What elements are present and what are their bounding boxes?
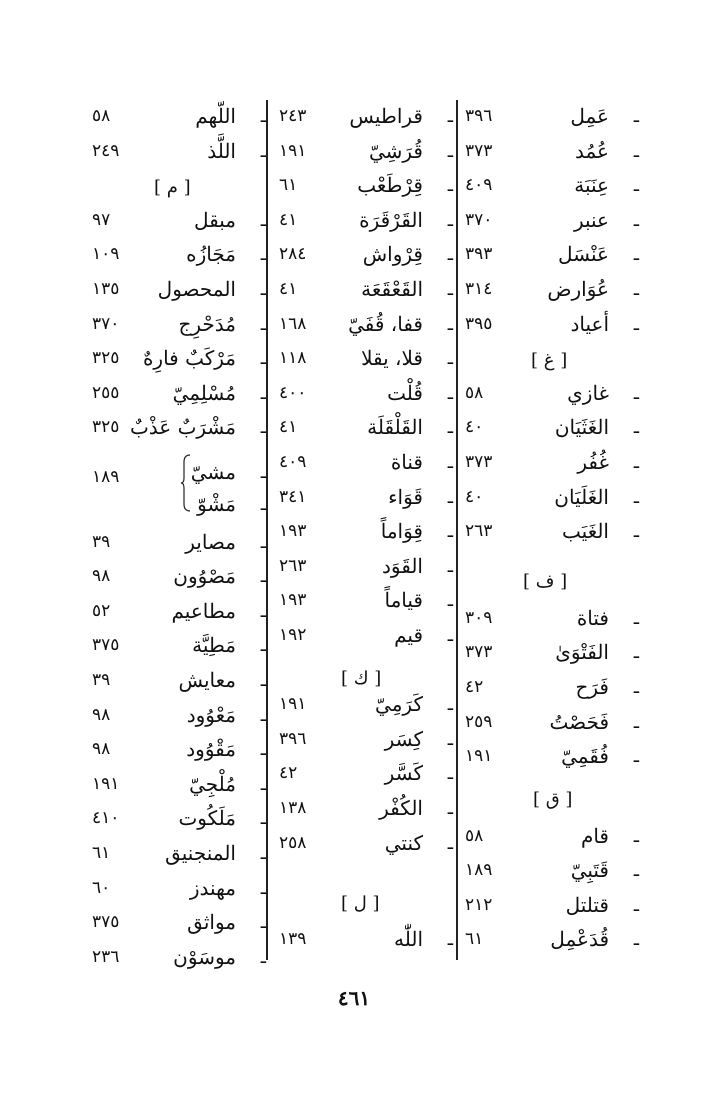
headword: قُدَعْمِل <box>550 927 609 952</box>
middle-entry <box>277 584 453 618</box>
page-ref: ١١٨ <box>279 348 307 369</box>
entry-dash: ـ <box>260 946 266 968</box>
page-ref: ١٣٨ <box>279 798 307 818</box>
entry-dash: ـ <box>447 590 453 612</box>
page-ref: ٩٧ <box>92 209 111 230</box>
left-entry <box>90 595 266 629</box>
right-entry <box>463 602 639 636</box>
page-ref: ٩٨ <box>92 704 111 725</box>
right-entry <box>463 636 639 670</box>
page-ref: ٣٩ <box>92 669 111 690</box>
headword: قُلْت <box>387 380 423 405</box>
headword: فَحَصْتُ <box>549 709 609 734</box>
right-entry <box>463 706 639 740</box>
headword: مصاير <box>185 529 236 554</box>
page-ref: ١٩١ <box>279 140 307 161</box>
headword: موسَوْن <box>173 944 236 969</box>
middle-entry <box>277 446 453 480</box>
headword: اللّهم <box>195 104 236 128</box>
right-entry <box>463 204 639 238</box>
page-ref: ١٩٢ <box>279 625 307 645</box>
left-entry <box>90 342 266 376</box>
page-ref: ٦١ <box>465 929 484 950</box>
brace-page-number: ١٨٩ <box>92 467 120 487</box>
headword: قياماً <box>384 588 423 613</box>
entry-dash: ـ <box>633 746 639 768</box>
left-entry <box>90 377 266 411</box>
page-ref: ١٠٩ <box>92 244 120 265</box>
right-entry <box>463 446 639 480</box>
headword: مَعْوُود <box>186 702 236 727</box>
entry-dash: ـ <box>447 555 453 577</box>
page-ref: ٣٧٣ <box>465 140 493 161</box>
page-ref: ٤١٠ <box>92 808 120 829</box>
left-entry <box>90 699 266 733</box>
headword: مُسْلِمِيّ <box>172 380 236 405</box>
headword: مبقل <box>193 207 236 232</box>
page-ref: ٥٢ <box>92 600 111 621</box>
entry-dash: ـ <box>447 313 453 335</box>
entry-dash: ـ <box>260 669 266 691</box>
headword: مواثق <box>187 910 236 935</box>
entry-dash: ـ <box>633 209 639 231</box>
page-ref: ٣٧٠ <box>92 313 120 334</box>
page-ref: ٦١ <box>92 842 111 863</box>
page-ref: ٥٨ <box>92 106 111 126</box>
entry-dash: ـ <box>633 711 639 733</box>
headword: غازي <box>567 380 609 405</box>
page-ref: ٣٩٣ <box>465 244 493 265</box>
left-entry <box>90 941 266 975</box>
page-ref: ١٣٩ <box>279 929 307 950</box>
grouping-brace <box>181 454 191 512</box>
page-ref: ٢٨٤ <box>279 244 307 265</box>
entry-dash: ـ <box>447 694 453 716</box>
left-entry <box>90 906 266 940</box>
page-ref: ٣٩ <box>92 531 111 552</box>
page-ref: ٤٠٩ <box>279 452 307 472</box>
page-ref: ٤٠ <box>465 486 484 507</box>
entry-dash: ـ <box>260 462 266 484</box>
headword: معايش <box>178 667 236 692</box>
left-letter-header: [ م ] <box>154 176 191 198</box>
headword: عَنْسَل <box>558 242 609 267</box>
headword: كنتي <box>384 830 423 855</box>
headword: قفا، قُفَيّ <box>348 311 423 336</box>
headword: عُمُد <box>575 138 609 163</box>
headword: غُفُر <box>577 450 609 474</box>
right-entry <box>463 854 639 888</box>
page-ref: ٦٠ <box>92 877 111 898</box>
page-ref: ١٩١ <box>279 694 307 715</box>
right-entry <box>463 238 639 272</box>
headword: قتلتل <box>565 892 609 917</box>
headword: مَصْوُون <box>173 564 236 589</box>
right-entry <box>463 377 639 411</box>
page-ref: ٤٠٠ <box>279 382 307 403</box>
headword: المحصول <box>157 277 236 301</box>
left-entry <box>90 664 266 698</box>
middle-entry <box>277 204 453 238</box>
entry-dash: ـ <box>633 825 639 847</box>
page-ref: ٤٠٩ <box>465 175 493 196</box>
entry-dash: ـ <box>260 140 266 162</box>
page-ref: ٢٤٩ <box>92 140 120 161</box>
left-entry <box>90 837 266 871</box>
middle-entry <box>277 411 453 445</box>
page-ref: ٤١ <box>279 209 298 230</box>
headword: مُلْجِيّ <box>189 771 236 796</box>
entry-dash: ـ <box>260 106 266 127</box>
middle-entry <box>277 757 453 791</box>
entry-dash: ـ <box>260 417 266 439</box>
left-entry <box>90 872 266 906</box>
page-ref: ٣٧٠ <box>465 209 493 230</box>
entry-dash: ـ <box>260 600 266 622</box>
entry-dash: ـ <box>260 531 266 553</box>
headword: كِسَر <box>384 726 423 751</box>
headword: فَرَح <box>575 674 609 699</box>
headword: قراطيس <box>349 104 423 128</box>
headword: مَقْوُود <box>186 737 236 762</box>
entry-dash: ـ <box>447 382 453 404</box>
page-ref: ٢١٢ <box>465 894 493 915</box>
headword: المنجنيق <box>165 840 236 865</box>
left-entry <box>90 308 266 342</box>
page-ref: ٤٢ <box>279 763 298 784</box>
entry-dash: ـ <box>260 244 266 266</box>
headword: القَعْقَعَة <box>361 277 423 301</box>
entry-dash: ـ <box>447 929 453 951</box>
headword: قِرْطَعْب <box>357 173 423 198</box>
middle-entry <box>277 515 453 549</box>
left-entry <box>90 629 266 663</box>
headword: قَتَبِيّ <box>570 858 609 883</box>
headword: قُرَشِيّ <box>368 138 423 163</box>
headword: قِوَاماً <box>380 519 423 544</box>
entry-dash: ـ <box>447 452 453 473</box>
headword: فُقَمِيّ <box>561 744 609 769</box>
page-ref: ٤١ <box>279 417 298 438</box>
right-entry <box>463 740 639 774</box>
headword: مَشْوّ <box>197 491 236 516</box>
entry-dash: ـ <box>447 798 453 819</box>
left-entry <box>90 411 266 445</box>
right-entry <box>463 923 639 957</box>
left-entry <box>90 802 266 836</box>
entry-dash: ـ <box>260 842 266 864</box>
page-number: ٤٦١ <box>337 986 371 1010</box>
headword: مطاعيم <box>171 598 236 623</box>
page-ref: ١٩١ <box>92 773 120 794</box>
headword: الغَلَيَان <box>554 484 609 509</box>
entry-dash: ـ <box>633 382 639 404</box>
entry-dash: ـ <box>447 348 453 370</box>
entry-dash: ـ <box>633 313 639 335</box>
page-ref: ٥٨ <box>465 825 484 846</box>
entry-dash: ـ <box>633 929 639 951</box>
headword: مُدَحْرِج <box>178 311 236 336</box>
page-ref: ٢٥٩ <box>465 711 493 732</box>
right-entry <box>463 671 639 705</box>
headword: أعياد <box>570 311 609 336</box>
entry-dash: ـ <box>633 452 639 473</box>
entry-dash: ـ <box>447 106 453 127</box>
entry-dash: ـ <box>447 832 453 854</box>
entry-dash: ـ <box>260 566 266 588</box>
entry-dash: ـ <box>260 382 266 404</box>
page-ref: ٥٨ <box>465 382 484 403</box>
page-ref: ١٩٣ <box>279 521 307 542</box>
middle-entry <box>277 481 453 515</box>
headword: الغَثَيَان <box>554 415 609 440</box>
right-letter-header: [ ف ] <box>523 571 568 593</box>
middle-entry <box>277 169 453 203</box>
right-entry <box>463 481 639 515</box>
headword: فتاة <box>576 605 609 630</box>
entry-dash: ـ <box>447 417 453 439</box>
page-ref: ٣٧٣ <box>465 452 493 472</box>
middle-entry <box>277 827 453 861</box>
page-ref: ٢٥٨ <box>279 832 307 853</box>
entry-dash: ـ <box>447 175 453 197</box>
middle-entry <box>277 550 453 584</box>
headword: قيم <box>394 623 423 647</box>
entry-dash: ـ <box>633 486 639 508</box>
entry-dash: ـ <box>447 625 453 646</box>
right-entry <box>463 135 639 169</box>
middle-entry <box>277 688 453 722</box>
page-ref: ٣١٤ <box>465 279 493 299</box>
right-letter-header: [ ق ] <box>533 789 573 811</box>
entry-dash: ـ <box>260 209 266 231</box>
page-ref: ٣٩٦ <box>465 106 493 126</box>
headword: قام <box>580 823 609 848</box>
left-entry <box>90 733 266 767</box>
page-ref: ١٦٨ <box>279 313 307 334</box>
entry-dash: ـ <box>260 912 266 934</box>
page-ref: ٦١ <box>279 175 298 196</box>
headword: الكُفْر <box>379 796 423 820</box>
middle-entry <box>277 723 453 757</box>
headword: مَلَكُوت <box>178 806 236 831</box>
entry-dash: ـ <box>260 279 266 300</box>
right-entry <box>463 820 639 854</box>
left-entry <box>90 273 266 307</box>
right-entry <box>463 889 639 923</box>
left-entry <box>90 100 266 134</box>
middle-entry <box>277 792 453 826</box>
left-entry <box>90 768 266 802</box>
headword: اللَّذ <box>207 138 236 163</box>
page-ref: ٢٦٣ <box>465 521 493 542</box>
right-entry <box>463 169 639 203</box>
entry-dash: ـ <box>633 175 639 197</box>
page-ref: ١٩٣ <box>279 590 307 611</box>
entry-dash: ـ <box>260 877 266 899</box>
left-entry <box>90 526 266 560</box>
page-ref: ٢٤٣ <box>279 106 307 126</box>
page-ref: ٣٠٩ <box>465 607 493 628</box>
entry-dash: ـ <box>633 140 639 162</box>
entry-dash: ـ <box>447 521 453 543</box>
page-ref: ٣٧٥ <box>92 912 120 933</box>
right-entry <box>463 515 639 549</box>
headword: كَرَمِيّ <box>375 692 423 717</box>
headword: مَطِيَّة <box>192 633 236 658</box>
entry-dash: ـ <box>447 486 453 508</box>
page-ref: ٢٥٥ <box>92 382 120 403</box>
entry-dash: ـ <box>260 348 266 370</box>
entry-dash: ـ <box>633 676 639 698</box>
left-entry <box>90 238 266 272</box>
entry-dash: ـ <box>260 635 266 657</box>
right-entry <box>463 411 639 445</box>
headword: مَجَازُه <box>186 242 236 267</box>
entry-dash: ـ <box>260 704 266 726</box>
headword: قناة <box>390 450 423 474</box>
left-entry <box>90 560 266 594</box>
entry-dash: ـ <box>447 763 453 785</box>
page-ref: ٩٨ <box>92 739 111 760</box>
entry-dash: ـ <box>447 140 453 162</box>
headword: القَوَد <box>381 553 423 578</box>
middle-letter-header: [ ك ] <box>341 667 382 689</box>
page-ref: ١٩١ <box>465 746 493 767</box>
entry-dash: ـ <box>260 739 266 761</box>
headword: الغَيَب <box>562 519 609 544</box>
entry-dash: ـ <box>633 521 639 543</box>
page-ref: ١٨٩ <box>465 860 493 881</box>
right-letter-header: [ غ ] <box>531 349 568 371</box>
entry-dash: ـ <box>633 607 639 629</box>
vertical-rule-right <box>456 100 458 960</box>
entry-dash: ـ <box>260 313 266 335</box>
headword: كَسَّر <box>384 761 423 786</box>
left-entry <box>90 204 266 238</box>
page-ref: ١٣٥ <box>92 279 120 299</box>
headword: الفَتْوَىٰ <box>555 640 609 665</box>
middle-entry <box>277 100 453 134</box>
page-ref: ٤٠ <box>465 417 484 438</box>
page-ref: ٣٩٦ <box>279 728 307 749</box>
page-ref: ٣٤١ <box>279 486 307 507</box>
entry-dash: ـ <box>633 860 639 882</box>
left-entry <box>90 488 266 522</box>
headword: قَوَاء <box>388 484 423 509</box>
page-ref: ٤٢ <box>465 676 484 697</box>
page-ref: ٩٨ <box>92 566 111 587</box>
middle-entry <box>277 923 453 957</box>
middle-entry <box>277 377 453 411</box>
right-entry <box>463 308 639 342</box>
entry-dash: ـ <box>633 417 639 439</box>
headword: قِرْواش <box>362 242 423 267</box>
entry-dash: ـ <box>633 106 639 127</box>
left-entry <box>90 135 266 169</box>
right-entry <box>463 100 639 134</box>
headword: عَمِل <box>570 104 609 128</box>
entry-dash: ـ <box>633 279 639 300</box>
page-ref: ٣٢٥ <box>92 348 120 369</box>
middle-entry <box>277 619 453 653</box>
headword: عنبر <box>573 207 609 232</box>
headword: اللّٰه <box>394 927 423 952</box>
entry-dash: ـ <box>260 773 266 795</box>
entry-dash: ـ <box>633 642 639 664</box>
headword: القَلْقَلَة <box>367 415 423 440</box>
entry-dash: ـ <box>447 244 453 266</box>
entry-dash: ـ <box>447 279 453 300</box>
middle-entry <box>277 135 453 169</box>
entry-dash: ـ <box>633 894 639 916</box>
headword: مَرْكَبٌ فارِهٌ <box>142 346 236 371</box>
middle-entry <box>277 308 453 342</box>
middle-entry <box>277 273 453 307</box>
headword: مهندز <box>189 875 236 900</box>
entry-dash: ـ <box>447 209 453 231</box>
headword: القَرْقَرَة <box>359 207 423 232</box>
middle-entry <box>277 342 453 376</box>
entry-dash: ـ <box>260 493 266 515</box>
entry-dash: ـ <box>447 728 453 750</box>
page-ref: ٣٧٣ <box>465 642 493 663</box>
page-ref: ٢٣٦ <box>92 946 120 967</box>
page-ref: ٤١ <box>279 279 298 299</box>
vertical-rule-left <box>266 100 268 960</box>
page-ref: ٢٦٣ <box>279 555 307 576</box>
headword: قلا، يقلا <box>361 346 423 371</box>
headword: مشيّ <box>190 460 236 485</box>
page-ref: ٣٩٥ <box>465 313 493 334</box>
right-entry <box>463 273 639 307</box>
middle-letter-header: [ ل ] <box>341 892 380 914</box>
headword: عِنَبَة <box>574 173 609 198</box>
entry-dash: ـ <box>633 244 639 266</box>
headword: عُوَارض <box>547 277 609 301</box>
page-ref: ٣٧٥ <box>92 635 120 656</box>
entry-dash: ـ <box>260 808 266 830</box>
headword: مَشْرَبٌ عَذْبٌ <box>129 415 236 440</box>
page-ref: ٣٢٥ <box>92 417 120 438</box>
middle-entry <box>277 238 453 272</box>
